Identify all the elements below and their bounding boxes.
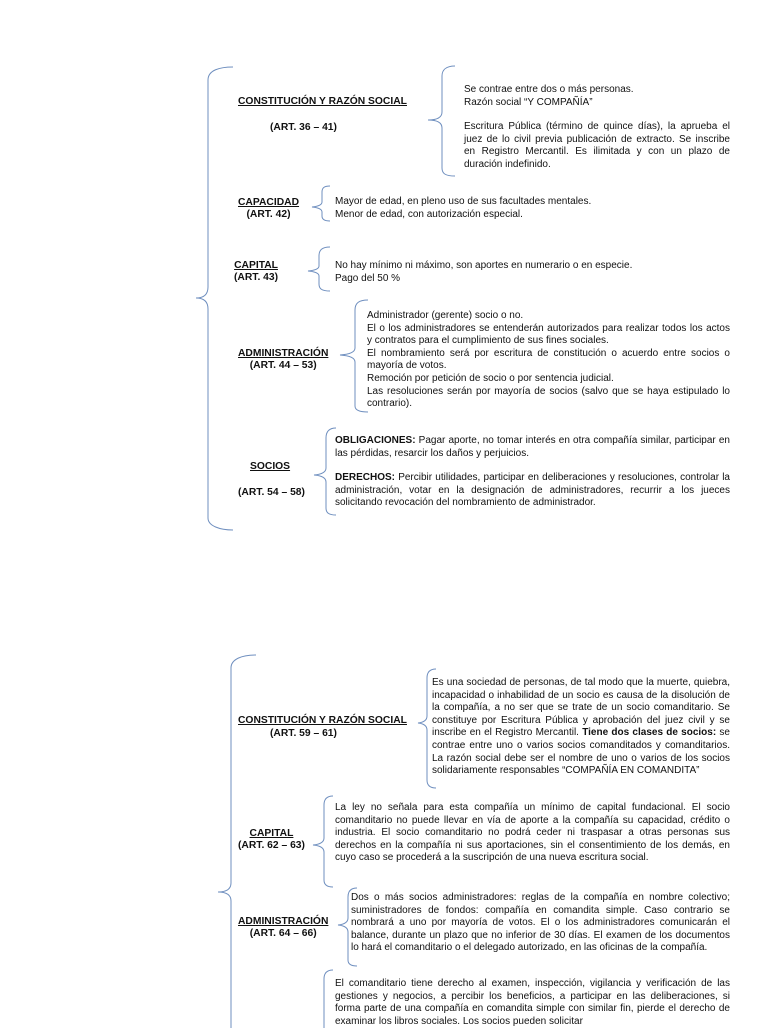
- line-capacidad-a: Mayor de edad, en pleno uso de sus facultades mentales.: [335, 196, 592, 207]
- obligaciones-label: OBLIGACIONES:: [335, 435, 416, 446]
- clases-socios-label: Tiene dos clases de socios:: [582, 727, 717, 739]
- line-capital-1-b: Pago del 50 %: [335, 272, 401, 284]
- line-administracion-1-d: Remoción por petición de socio o por sentencia judicial.: [367, 372, 614, 384]
- label-constitucion-2-art: (ART. 59 – 61): [270, 728, 337, 739]
- line-administracion-1-b: El o los administradores se entenderán autorizados para realizar todos los actos y contratos para el cumplimiento de sus fines sociales.: [367, 322, 730, 347]
- paragraph-capital-2: La ley no señala para esta compañía un mínimo de capital fundacional. El socio comanditario no puede llevar en vía de aporte a la compañía su capacidad, crédito o industria. El socio comanditario no podrá ceder ni traspasar a otras personas sus derechos en la compañía ni sus aportaciones, sin el consentimiento de los demás, en cuyo caso se procederá a la suscripción de una nueva escritura social.: [335, 802, 730, 864]
- label-constitucion-2: CONSTITUCIÓN Y RAZÓN SOCIAL: [238, 715, 407, 726]
- paragraph-constitucion-1: Escritura Pública (término de quince días), la aprueba el juez de lo civil previa publicación de extracto. Se inscribe en Registro Mercantil. Es ilimitada y con un plazo de duración indefinido.: [464, 121, 730, 170]
- line-administracion-1-e: Las resoluciones serán por mayoría de socios (salvo que se haya estipulado lo contrario).: [367, 385, 730, 410]
- derechos-label: DERECHOS:: [335, 472, 396, 484]
- line-constitucion-1-a: Se contrae entre dos o más personas.: [464, 84, 634, 95]
- text-socios-2: [335, 978, 730, 1028]
- label-socios-1: SOCIOS: [250, 461, 291, 472]
- label-constitucion-1-art: (ART. 36 – 41): [270, 122, 337, 133]
- paragraph-socios-2: El comanditario tiene derecho al examen, inspección, vigilancia y verificación de las gestiones y negocios, a percibir los beneficios, a participar en las deliberaciones, si forma parte de una compañía en comandita simple con similar fin, pierde el derecho de examinar los libros sociales. Los socios pueden solicitar: [335, 978, 730, 1027]
- line-administracion-1-c: El nombramiento será por escritura de constitución o acuerdo entre socios o mayoría de votos.: [367, 347, 730, 372]
- paragraph-administracion-2: Dos o más socios administradores: reglas de la compañía en nombre colectivo; suministradores de fondos: compañía en comandita simple. Caso contrario se nombrará a uno por mayoría de votos. El o los administradores comunicarán el balance, durante un plazo que no inferior de 30 días. El examen de los documentos lo hará el comanditario o el delegado autorizado, en las oficinas de la compañía.: [351, 892, 730, 954]
- paragraph-constitucion-2: Es una sociedad de personas, de tal modo que la muerte, quiebra, incapacidad o inhabilidad de un socio es causa de la disolución de la compañía, a no ser que se trate de un socio comanditario. Se constituye por Escritura Pública y aprobación del juez civil y se inscribe en el Registro Mercantil. Tiene dos clases de socios: se contrae entre uno o varios socios comanditados y comanditarios. La razón social debe ser el nombre de uno o varios de los socios solidariamente responsables “COMPAÑÍA EN COMANDITA”: [432, 677, 730, 777]
- label-administracion-2: ADMINISTRACIÓN (ART. 64 – 66): [238, 916, 329, 939]
- label-socios-1-art: (ART. 54 – 58): [238, 487, 305, 498]
- line-administracion-1-a: Administrador (gerente) socio o no.: [367, 310, 524, 321]
- line-capacidad-b: Menor de edad, con autorización especial.: [335, 208, 523, 220]
- obligaciones-text: Pagar aporte, no tomar interés en otra compañía similar, participar en las pérdidas, resarcir los daños y perjuicios.: [335, 435, 730, 459]
- line-constitucion-1-b: Razón social “Y COMPAÑÍA”: [464, 96, 593, 108]
- label-administracion-1: ADMINISTRACIÓN (ART. 44 – 53): [238, 348, 329, 371]
- line-capital-1-a: No hay mínimo ni máximo, son aportes en numerario o en especie.: [335, 260, 633, 271]
- label-capital-1: CAPITAL (ART. 43): [234, 260, 279, 283]
- label-capital-2: CAPITAL (ART. 62 – 63): [238, 828, 305, 851]
- label-capacidad: CAPACIDAD (ART. 42): [238, 197, 300, 220]
- label-constitucion-1: CONSTITUCIÓN Y RAZÓN SOCIAL: [238, 96, 407, 107]
- derechos-text: Percibir utilidades, participar en deliberaciones y resoluciones, controlar la administración, votar en la designación de administradores, recurrir a los jueces solicitando revocación del nombramiento de administrador.: [335, 472, 730, 509]
